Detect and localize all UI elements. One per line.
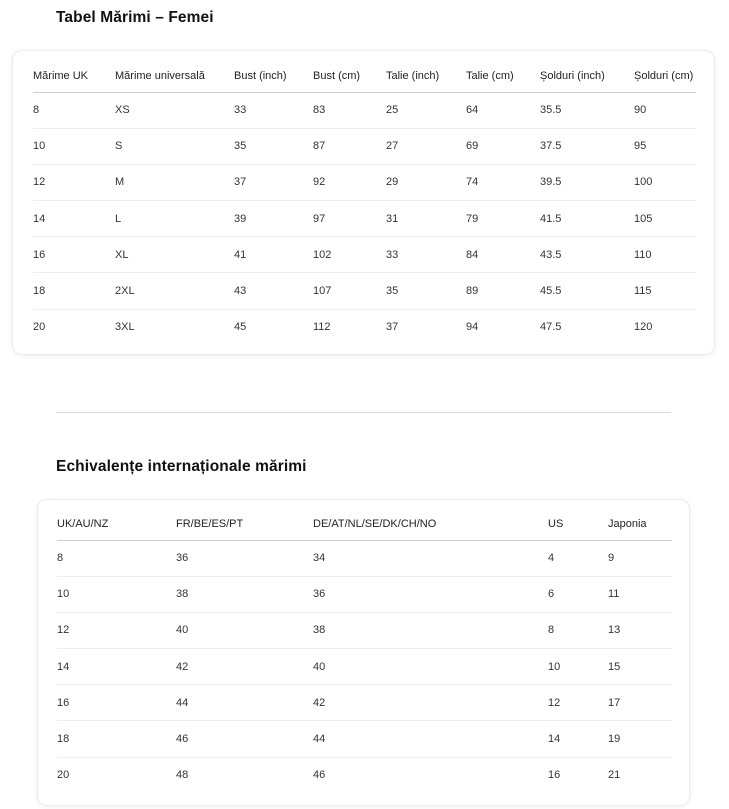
table-cell: 38: [313, 612, 548, 648]
table-row: [57, 612, 672, 648]
international-equivalents-table: [57, 509, 672, 793]
table-cell: 18: [57, 721, 176, 757]
table-cell: 33: [234, 92, 313, 128]
table-row: [57, 576, 672, 612]
equivalents-column-header: UK/AU/NZ: [57, 509, 176, 540]
international-equivalents-card: [37, 499, 690, 806]
size-chart-header-row: [33, 61, 696, 92]
table-cell: 3XL: [115, 321, 135, 334]
table-cell: 11: [608, 576, 672, 612]
table-cell: 25: [386, 92, 466, 128]
table-cell: 36: [313, 576, 548, 612]
equivalents-header-row: [57, 509, 672, 540]
table-row: [33, 237, 696, 273]
table-cell: 2XL: [115, 273, 234, 309]
table-cell: 39.5: [540, 164, 634, 200]
table-cell: 16: [548, 769, 561, 782]
table-row: [57, 540, 672, 576]
table-row: [33, 309, 696, 345]
table-cell: S: [115, 128, 234, 164]
table-cell: 84: [466, 237, 540, 273]
table-cell: 21: [608, 769, 621, 782]
table-cell: 40: [313, 649, 548, 685]
table-cell: 4: [548, 540, 608, 576]
table-cell: 35: [234, 128, 313, 164]
table-cell: 44: [176, 685, 313, 721]
table-cell: 83: [313, 92, 386, 128]
table-cell: 105: [634, 201, 696, 237]
table-row: [33, 164, 696, 200]
table-cell: 35: [386, 273, 466, 309]
table-cell: 14: [33, 201, 115, 237]
table-cell: 14: [57, 649, 176, 685]
table-cell: 8: [548, 612, 608, 648]
table-cell: 45.5: [540, 273, 634, 309]
table-row: [57, 757, 672, 793]
table-cell: 48: [176, 769, 189, 782]
table-cell: 115: [634, 273, 696, 309]
table-cell: 95: [634, 128, 696, 164]
international-equivalents-title: Echivalențe internaționale mărimi: [56, 458, 307, 475]
size-chart-column-header: Talie (inch): [386, 61, 466, 92]
table-cell: 46: [176, 721, 313, 757]
equivalents-column-header: FR/BE/ES/PT: [176, 509, 313, 540]
table-cell: 19: [608, 721, 672, 757]
equivalents-column-header: Japonia: [608, 509, 672, 540]
table-cell: 87: [313, 128, 386, 164]
table-cell: 46: [313, 769, 326, 782]
size-chart-column-header: Bust (inch): [234, 61, 313, 92]
table-cell: 29: [386, 164, 466, 200]
table-cell: 10: [57, 576, 176, 612]
table-cell: 12: [33, 164, 115, 200]
table-cell: 37.5: [540, 128, 634, 164]
table-cell: M: [115, 164, 234, 200]
table-row: [33, 92, 696, 128]
table-cell: 110: [634, 237, 696, 273]
table-cell: 69: [466, 128, 540, 164]
table-cell: 120: [634, 321, 653, 334]
table-cell: 89: [466, 273, 540, 309]
size-chart-card: [12, 50, 715, 355]
size-chart-column-header: Șolduri (cm): [634, 61, 696, 92]
table-row: [57, 721, 672, 757]
table-cell: 17: [608, 685, 672, 721]
table-cell: 40: [176, 612, 313, 648]
table-cell: L: [115, 201, 234, 237]
table-cell: 107: [313, 273, 386, 309]
table-cell: 18: [33, 273, 115, 309]
table-cell: 45: [234, 321, 247, 334]
table-row: [33, 201, 696, 237]
table-cell: 39: [234, 201, 313, 237]
table-cell: 10: [548, 649, 608, 685]
table-cell: 16: [57, 685, 176, 721]
table-cell: 64: [466, 92, 540, 128]
table-cell: 35.5: [540, 92, 634, 128]
table-cell: 97: [313, 201, 386, 237]
table-cell: 33: [386, 237, 466, 273]
table-cell: 37: [386, 321, 399, 334]
table-cell: 94: [466, 321, 479, 334]
table-cell: 43: [234, 273, 313, 309]
table-cell: 112: [313, 321, 331, 334]
table-cell: 37: [234, 164, 313, 200]
table-cell: 27: [386, 128, 466, 164]
size-chart-column-header: Șolduri (inch): [540, 61, 634, 92]
table-cell: 13: [608, 612, 672, 648]
table-cell: 16: [33, 237, 115, 273]
table-cell: 44: [313, 721, 548, 757]
table-cell: 15: [608, 649, 672, 685]
table-row: [33, 128, 696, 164]
table-cell: 20: [57, 769, 70, 782]
table-cell: 8: [33, 92, 115, 128]
table-cell: 8: [57, 540, 176, 576]
table-cell: 9: [608, 540, 672, 576]
table-cell: 92: [313, 164, 386, 200]
table-cell: XS: [115, 92, 234, 128]
table-cell: 6: [548, 576, 608, 612]
table-cell: 20: [33, 321, 46, 334]
table-cell: 47.5: [540, 321, 562, 334]
size-chart-column-header: Talie (cm): [466, 61, 540, 92]
table-row: [57, 649, 672, 685]
size-chart-column-header: Mărime universală: [115, 61, 234, 92]
table-cell: 42: [313, 685, 548, 721]
size-chart-title: Tabel Mărimi – Femei: [56, 9, 214, 26]
equivalents-column-header: DE/AT/NL/SE/DK/CH/NO: [313, 509, 548, 540]
table-cell: 31: [386, 201, 466, 237]
size-chart-column-header: Bust (cm): [313, 61, 386, 92]
table-cell: 79: [466, 201, 540, 237]
table-cell: 41: [234, 237, 313, 273]
table-cell: 74: [466, 164, 540, 200]
table-cell: 14: [548, 721, 608, 757]
table-cell: 90: [634, 92, 696, 128]
table-cell: XL: [115, 237, 234, 273]
table-cell: 34: [313, 540, 548, 576]
equivalents-column-header: US: [548, 509, 608, 540]
size-chart-table: [33, 61, 696, 345]
table-row: [33, 273, 696, 309]
table-cell: 102: [313, 237, 386, 273]
table-cell: 12: [57, 612, 176, 648]
table-cell: 36: [176, 540, 313, 576]
table-cell: 43.5: [540, 237, 634, 273]
table-cell: 12: [548, 685, 608, 721]
table-cell: 10: [33, 128, 115, 164]
table-cell: 38: [176, 576, 313, 612]
size-chart-column-header: Mărime UK: [33, 61, 115, 92]
table-cell: 41.5: [540, 201, 634, 237]
table-cell: 100: [634, 164, 696, 200]
table-cell: 42: [176, 649, 313, 685]
table-row: [57, 685, 672, 721]
section-divider: [56, 412, 671, 413]
